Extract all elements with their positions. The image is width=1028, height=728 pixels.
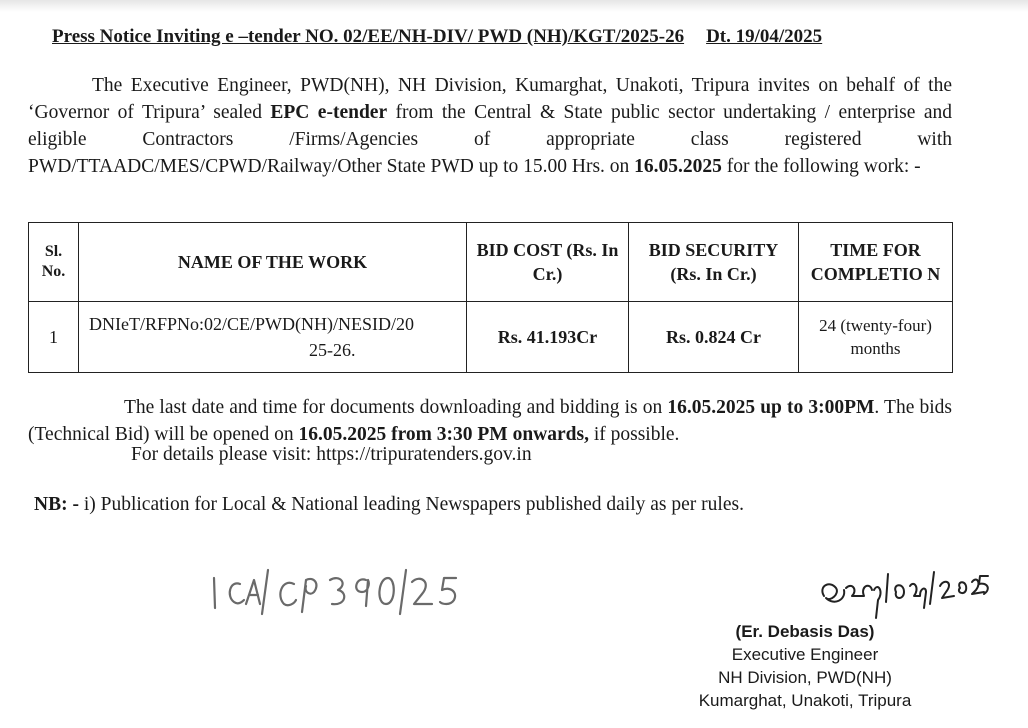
intro-text-1: The Executive Engineer, PWD(NH), NH Division, Kumarghat, Unakoti, Tripura invites on behalf of the ‘Governor of Tripura’ sealed	[28, 75, 952, 123]
closing-text-2: . The bids (Technical Bid) will be opened on	[28, 397, 952, 445]
signatory-block	[660, 620, 950, 712]
header-work-name: NAME OF THE WORK	[79, 223, 467, 302]
notice-heading	[52, 26, 932, 48]
nb-text: i) Publication for Local & National leading Newspapers published daily as per rules.	[78, 494, 744, 515]
signatory-name: (Er. Debasis Das)	[735, 622, 875, 641]
signatory-division: NH Division, PWD(NH)	[718, 668, 892, 687]
table-header-row	[29, 223, 953, 302]
signatory-place: Kumarghat, Unakoti, Tripura	[698, 691, 912, 710]
table-row	[29, 302, 953, 373]
intro-text-2: from the Central & State public sector undertaking / enterprise and eligible Contractors /Firms/Agencies of appropriate class registered with PWD/TTAADC/MES/CPWD/Railway/Other State PWD up to 15.00 Hrs. on	[28, 102, 952, 177]
intro-bold-date: 16.05.2025	[634, 156, 722, 177]
closing-text-3: if possible.	[588, 424, 680, 445]
signatory-designation: Executive Engineer	[731, 645, 879, 664]
closing-text-1: The last date and time for documents downloading and bidding is on	[124, 397, 668, 418]
header-sl-no: Sl. No.	[29, 223, 79, 302]
header-bid-security: BID SECURITY (Rs. In Cr.)	[629, 223, 799, 302]
notice-title: Press Notice Inviting e –tender NO. 02/EE/NH-DIV/ PWD (NH)/KGT/2025-26	[52, 26, 685, 47]
intro-text-3: for the following work: -	[721, 156, 921, 177]
header-time-completion: TIME FOR COMPLETIO N	[799, 223, 953, 302]
closing-bold-opening: 16.05.2025 from 3:30 PM onwards,	[298, 424, 589, 445]
cell-bid-cost: Rs. 41.193Cr	[467, 302, 629, 373]
intro-paragraph	[28, 72, 952, 180]
handwritten-reference-number	[210, 562, 460, 618]
cell-completion-time: 24 (twenty-four) months	[799, 302, 953, 373]
nb-note	[34, 494, 744, 516]
closing-bold-deadline: 16.05.2025 up to 3:00PM	[667, 397, 875, 418]
closing-paragraph	[28, 394, 952, 448]
work-line-2: 25-26.	[309, 340, 356, 360]
executive-engineer-signature	[816, 562, 996, 622]
notice-date: Dt. 19/04/2025	[706, 26, 823, 47]
details-url-line: For details please visit: https://tripuratenders.gov.in	[131, 444, 532, 465]
tender-table	[28, 222, 953, 373]
scan-edge-shade	[0, 0, 1028, 12]
cell-bid-security: Rs. 0.824 Cr	[629, 302, 799, 373]
cell-work-name	[79, 302, 467, 373]
header-bid-cost: BID COST (Rs. In Cr.)	[467, 223, 629, 302]
intro-bold-epc: EPC e-tender	[270, 102, 388, 123]
work-line-1: DNIeT/RFPNo:02/CE/PWD(NH)/NESID/20	[89, 314, 414, 334]
nb-label: NB: -	[34, 494, 79, 515]
cell-sl-no: 1	[29, 302, 79, 373]
